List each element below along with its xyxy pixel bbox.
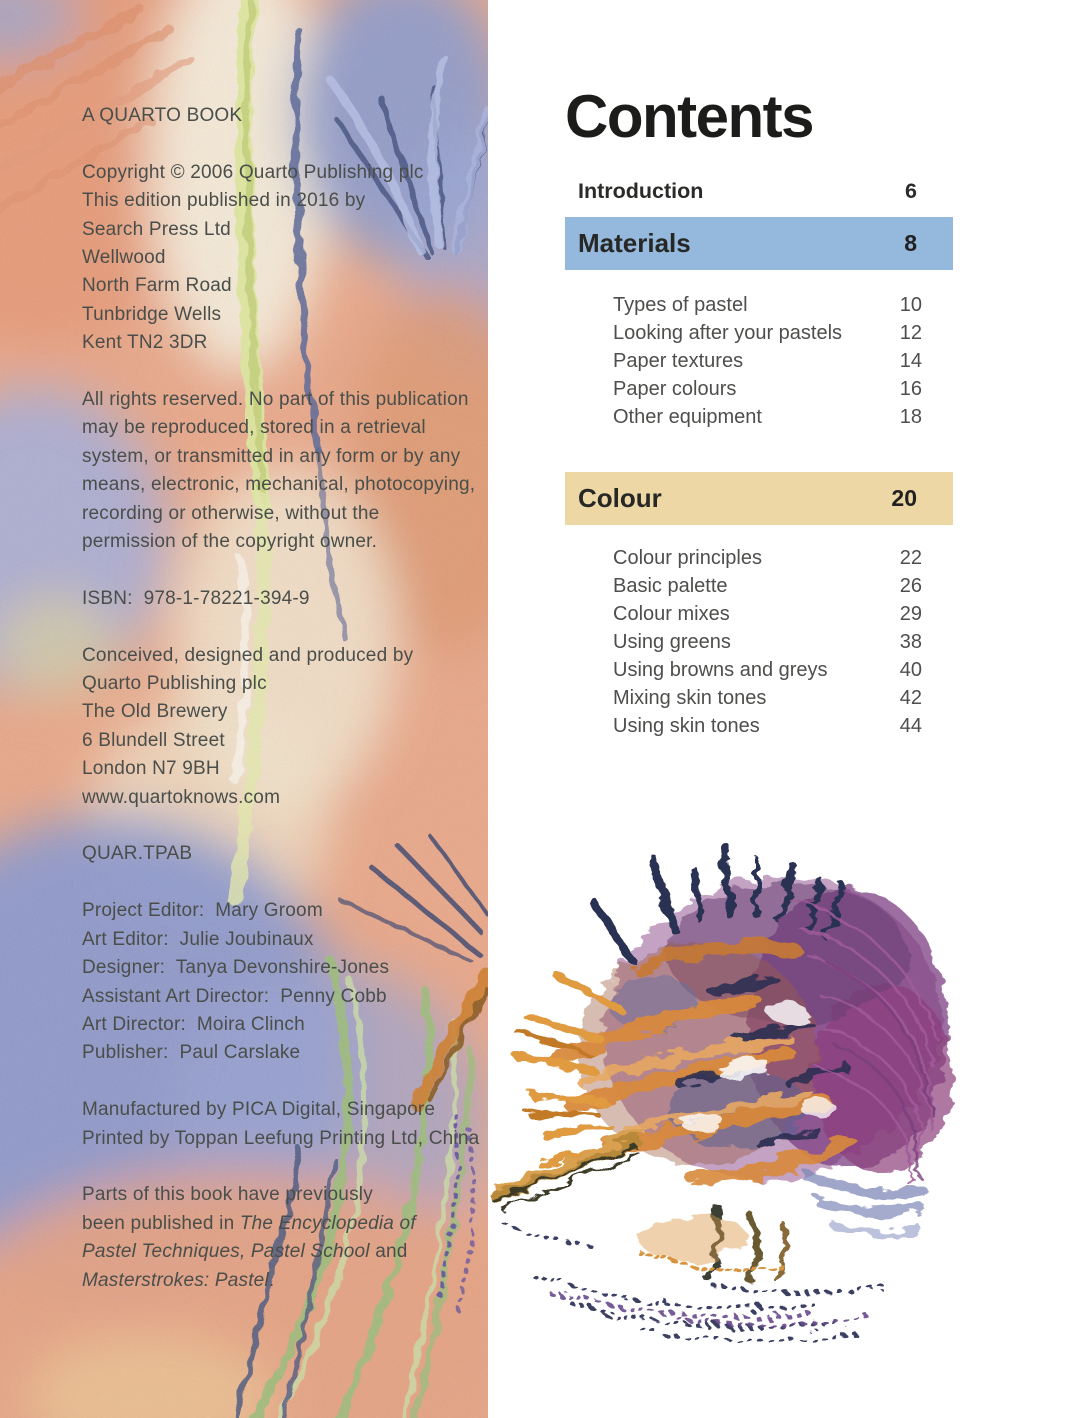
- materials-item-list: [565, 291, 953, 431]
- colophon-line: The Old Brewery: [82, 701, 228, 723]
- colophon-line: Search Press Ltd: [82, 218, 231, 240]
- toc-page-number: 10: [899, 293, 922, 316]
- toc-row-introduction: [565, 177, 953, 205]
- quarto-code: [82, 840, 482, 868]
- toc-entry-label: Mixing skin tones: [613, 686, 767, 709]
- imprint: [82, 102, 482, 130]
- colophon-line: system, or transmitted in any form or by any: [82, 445, 461, 467]
- colophon-line: Copyright © 2006 Quarto Publishing plc: [82, 161, 424, 183]
- colophon-line: Printed by Toppan Leefung Printing Ltd, China: [82, 1127, 480, 1149]
- colophon-line: Parts of this book have previously: [82, 1184, 373, 1206]
- credit-line: Art Editor: Julie Joubinaux: [82, 928, 314, 950]
- toc-page-number: 14: [899, 349, 922, 372]
- toc-page-number: 40: [899, 658, 922, 681]
- section-title: Materials: [578, 228, 691, 258]
- colophon-line: Pastel Techniques, Pastel School and: [82, 1241, 408, 1263]
- publisher-address: [82, 159, 482, 358]
- section-title: Colour: [578, 483, 662, 513]
- toc-entry-label: Using greens: [613, 630, 731, 653]
- toc-row: [565, 600, 953, 628]
- colour-item-list: [565, 544, 953, 740]
- rights-notice: [82, 386, 482, 556]
- colophon-line: been published in The Encyclopedia of: [82, 1212, 416, 1234]
- toc-row: [565, 628, 953, 656]
- toc-entry-label: Colour mixes: [613, 602, 730, 625]
- toc-entry-label: Basic palette: [613, 574, 728, 597]
- colophon-line: may be reproduced, stored in a retrieval: [82, 417, 426, 439]
- colophon-line: Tunbridge Wells: [82, 303, 222, 325]
- colophon-line: means, electronic, mechanical, photocopying,: [82, 474, 476, 496]
- credit-line: Assistant Art Director: Penny Cobb: [82, 985, 387, 1007]
- colophon-line: Manufactured by PICA Digital, Singapore: [82, 1099, 436, 1121]
- section-page-number: 8: [904, 230, 917, 256]
- colophon-line: Kent TN2 3DR: [82, 332, 208, 354]
- pastel-artwork-panel: [0, 0, 488, 1418]
- toc-entry-label: Colour principles: [613, 546, 762, 569]
- section-header-materials: [565, 217, 953, 270]
- toc-row: [565, 375, 953, 403]
- toc-entry-label: Looking after your pastels: [613, 321, 843, 344]
- toc-row: [565, 403, 953, 431]
- colophon: [82, 102, 482, 1295]
- credits: [82, 897, 482, 1067]
- credit-line: Designer: Tanya Devonshire-Jones: [82, 957, 390, 979]
- toc-row: [565, 684, 953, 712]
- previous-publication: [82, 1181, 482, 1295]
- contents-panel: [565, 83, 953, 740]
- toc-page-number: 44: [899, 714, 922, 737]
- toc-page-number: 18: [899, 405, 922, 428]
- section-page-number: 20: [891, 485, 917, 511]
- toc-page-number: 12: [899, 321, 922, 344]
- toc-row: [565, 544, 953, 572]
- colophon-line: North Farm Road: [82, 275, 232, 297]
- toc-entry-label: Using skin tones: [613, 714, 760, 737]
- section-header-colour: [565, 472, 953, 525]
- colophon-line: This edition published in 2016 by: [82, 190, 366, 212]
- toc-entry-label: Introduction: [578, 178, 704, 203]
- isbn: [82, 585, 482, 613]
- colophon-line: recording or otherwise, without the: [82, 502, 380, 524]
- toc-row: [565, 291, 953, 319]
- colophon-line: www.quartoknows.com: [82, 786, 281, 808]
- toc-page-number: 6: [905, 178, 917, 203]
- colophon-line: Quarto Publishing plc: [82, 673, 267, 695]
- toc-entry-label: Types of pastel: [613, 293, 748, 316]
- colophon-line: All rights reserved. No part of this publication: [82, 389, 469, 411]
- toc-row: [565, 712, 953, 740]
- colophon-line: permission of the copyright owner.: [82, 531, 378, 553]
- toc-page-number: 38: [899, 630, 922, 653]
- producer-address: [82, 642, 482, 812]
- isbn-line: ISBN: 978-1-78221-394-9: [82, 587, 310, 609]
- toc-page-number: 42: [899, 686, 922, 709]
- toc-page-number: 16: [899, 377, 922, 400]
- credit-line: Art Director: Moira Clinch: [82, 1013, 305, 1035]
- manufacturing: [82, 1096, 482, 1153]
- colophon-line: Masterstrokes: Pastel.: [82, 1269, 275, 1291]
- toc-row: [565, 319, 953, 347]
- toc-page-number: 29: [899, 602, 922, 625]
- toc-page-number: 22: [899, 546, 922, 569]
- toc-entry-label: Paper colours: [613, 377, 737, 400]
- toc-entry-label: Paper textures: [613, 349, 744, 372]
- toc-row: [565, 347, 953, 375]
- credit-line: Publisher: Paul Carslake: [82, 1042, 301, 1064]
- toc-entry-label: Other equipment: [613, 405, 762, 428]
- colophon-line: 6 Blundell Street: [82, 729, 225, 751]
- colophon-line: QUAR.TPAB: [82, 843, 193, 865]
- toc-page-number: 26: [899, 574, 922, 597]
- colophon-line: London N7 9BH: [82, 758, 220, 780]
- toc-entry-label: Using browns and greys: [613, 658, 828, 681]
- colophon-line: Wellwood: [82, 247, 166, 269]
- colophon-line: Conceived, designed and produced by: [82, 644, 414, 666]
- page-title: Contents: [565, 83, 813, 150]
- toc-row: [565, 656, 953, 684]
- toc-row: [565, 572, 953, 600]
- credit-line: Project Editor: Mary Groom: [82, 900, 323, 922]
- colophon-line: A QUARTO BOOK: [82, 105, 243, 126]
- thistle-illustration: [488, 843, 958, 1348]
